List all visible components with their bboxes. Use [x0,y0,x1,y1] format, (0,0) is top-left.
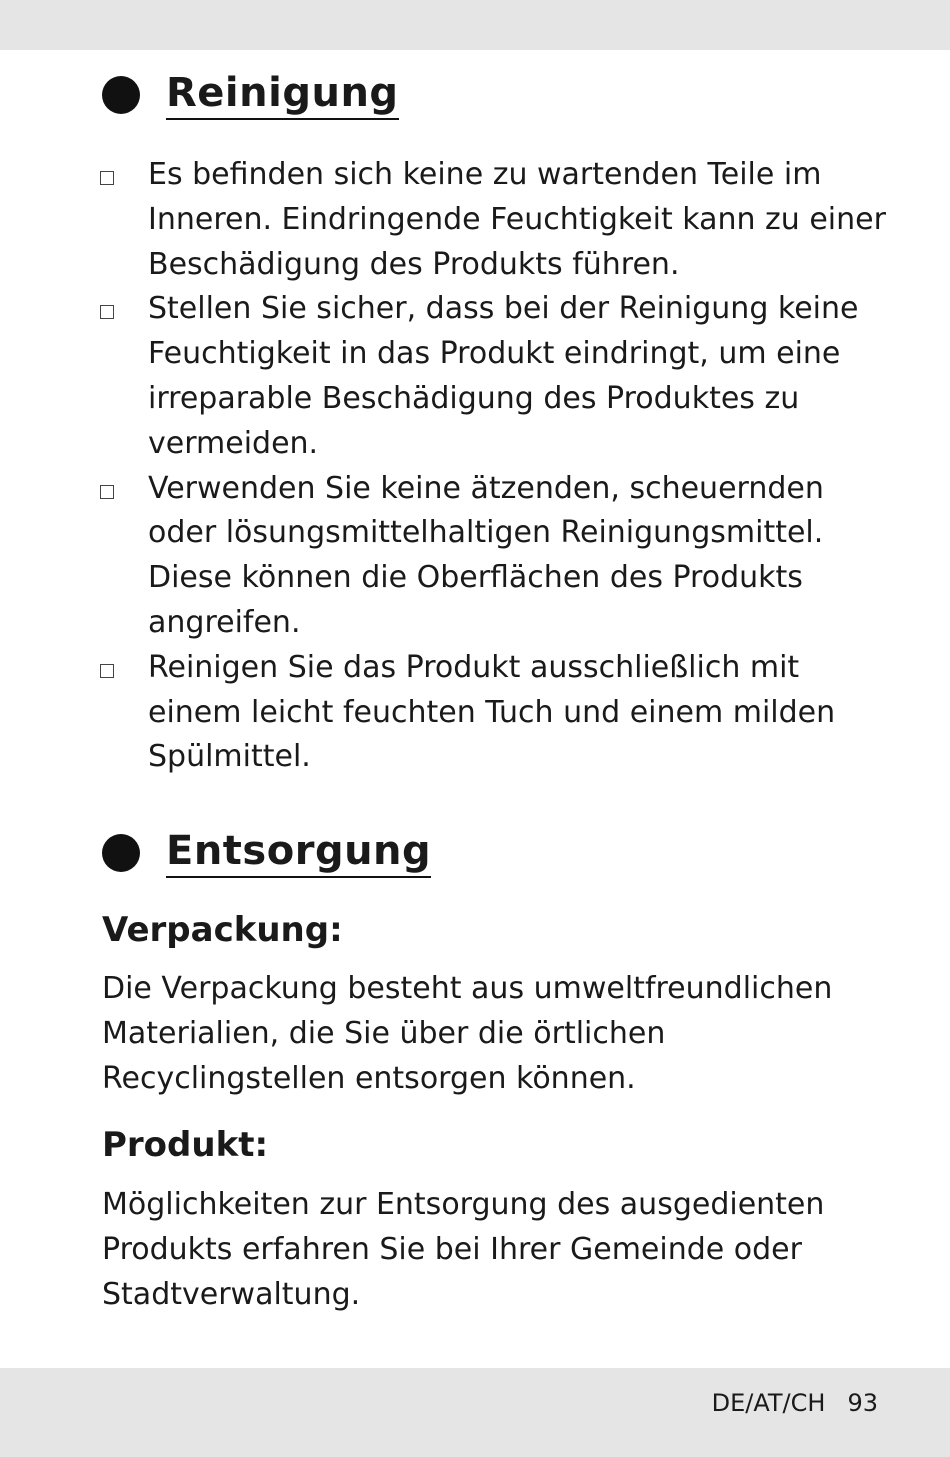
list-item-text: Stellen Sie sicher, dass bei der Reinigung keine Feuchtigkeit in das Produkt eindringt, um eine irreparable Beschädigung des Produktes zu vermeiden. [148,291,859,461]
list-item-text: Es befinden sich keine zu wartenden Teile im Inneren. Eindringende Feuchtigkeit kann zu einer Beschädigung des Produkts führen. [148,157,886,282]
subheading-verpackung: Verpackung: [102,910,343,950]
list-item [100,467,900,646]
page-footer [712,1389,878,1417]
footer-region: DE/AT/CH [711,1389,826,1417]
list-item [100,153,900,287]
checkbox-bullet-icon [100,485,114,499]
list-item [100,287,900,466]
section-title: Reinigung [166,70,399,120]
cleaning-instructions-list [100,153,900,780]
heading-bullet-dot [102,76,140,114]
checkbox-bullet-icon [100,305,114,319]
top-band [0,0,950,50]
section-heading-reinigung [102,70,399,120]
paragraph-produkt: Möglichkeiten zur Entsorgung des ausgedienten Produkts erfahren Sie bei Ihrer Gemeinde oder Stadtverwaltung. [102,1187,825,1312]
section-heading-entsorgung [102,828,431,878]
list-item-text: Reinigen Sie das Produkt ausschließlich mit einem leicht feuchten Tuch und einem milden Spülmittel. [148,649,836,775]
paragraph-verpackung: Die Verpackung besteht aus umweltfreundlichen Materialien, die Sie über die örtlichen Recyclingstellen entsorgen können. [102,971,833,1096]
page-number: 93 [847,1389,878,1417]
heading-bullet-dot [102,834,140,872]
subheading-produkt: Produkt: [102,1125,269,1165]
section-title: Entsorgung [166,828,431,878]
list-item [100,646,900,780]
list-item-text: Verwenden Sie keine ätzenden, scheuernden oder lösungsmittelhaltigen Reinigungsmittel. Diese können die Oberflächen des Produkts angreifen. [148,470,824,640]
checkbox-bullet-icon [100,171,114,185]
checkbox-bullet-icon [100,664,114,678]
